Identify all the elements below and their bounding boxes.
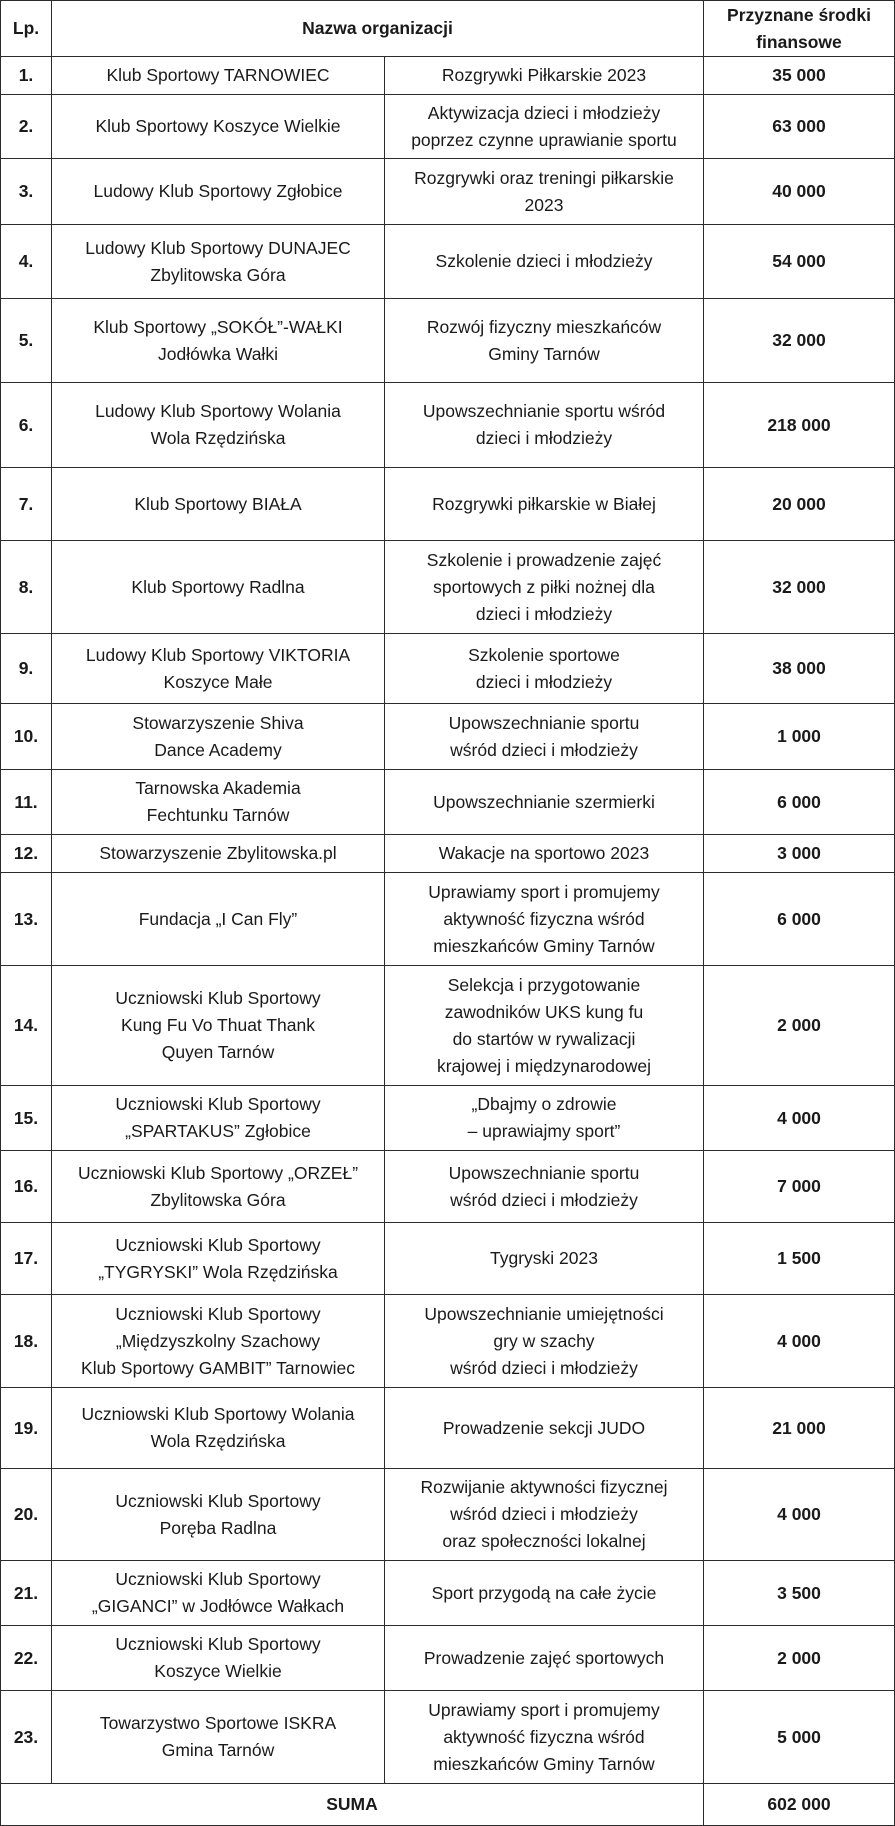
task-name: Sport przygodą na całe życie: [385, 1561, 704, 1626]
table-row: [1, 299, 895, 383]
row-number: 11.: [1, 770, 52, 835]
funds-amount: 4 000: [704, 1295, 895, 1388]
row-number: 4.: [1, 225, 52, 299]
sum-total: 602 000: [704, 1784, 895, 1826]
organization-name: Uczniowski Klub Sportowy „GIGANCI” w Jodłówce Wałkach: [52, 1561, 385, 1626]
task-name: „Dbajmy o zdrowie – uprawiajmy sport”: [385, 1086, 704, 1151]
table-row: [1, 1388, 895, 1469]
organization-name: Ludowy Klub Sportowy Wolania Wola Rzędzińska: [52, 383, 385, 468]
table-row: [1, 704, 895, 770]
task-name: Upowszechnianie szermierki: [385, 770, 704, 835]
row-number: 23.: [1, 1691, 52, 1784]
funds-amount: 40 000: [704, 159, 895, 225]
table-row: [1, 57, 895, 95]
funds-amount: 3 500: [704, 1561, 895, 1626]
funds-amount: 5 000: [704, 1691, 895, 1784]
task-name: Rozwijanie aktywności fizycznej wśród dzieci i młodzieży oraz społeczności lokalnej: [385, 1469, 704, 1561]
task-name: Selekcja i przygotowanie zawodników UKS kung fu do startów w rywalizacji krajowej i międzynarodowej: [385, 966, 704, 1086]
funds-amount: 6 000: [704, 873, 895, 966]
task-name: Prowadzenie sekcji JUDO: [385, 1388, 704, 1469]
row-number: 18.: [1, 1295, 52, 1388]
row-number: 1.: [1, 57, 52, 95]
organization-name: Towarzystwo Sportowe ISKRA Gmina Tarnów: [52, 1691, 385, 1784]
organization-name: Stowarzyszenie Zbylitowska.pl: [52, 835, 385, 873]
row-number: 5.: [1, 299, 52, 383]
task-name: Szkolenie dzieci i młodzieży: [385, 225, 704, 299]
task-name: Upowszechnianie umiejętności gry w szachy wśród dzieci i młodzieży: [385, 1295, 704, 1388]
table-row: [1, 541, 895, 634]
task-name: Rozgrywki oraz treningi piłkarskie 2023: [385, 159, 704, 225]
organization-name: Uczniowski Klub Sportowy „TYGRYSKI” Wola Rzędzińska: [52, 1223, 385, 1295]
funds-amount: 32 000: [704, 541, 895, 634]
funds-amount: 2 000: [704, 966, 895, 1086]
organization-name: Klub Sportowy Koszyce Wielkie: [52, 95, 385, 159]
funds-amount: 1 500: [704, 1223, 895, 1295]
task-name: Szkolenie i prowadzenie zajęć sportowych z piłki nożnej dla dzieci i młodzieży: [385, 541, 704, 634]
table-row: [1, 1223, 895, 1295]
task-name: Wakacje na sportowo 2023: [385, 835, 704, 873]
row-number: 2.: [1, 95, 52, 159]
header-organization-name: Nazwa organizacji: [52, 1, 704, 57]
row-number: 10.: [1, 704, 52, 770]
row-number: 12.: [1, 835, 52, 873]
organization-name: Uczniowski Klub Sportowy „SPARTAKUS” Zgłobice: [52, 1086, 385, 1151]
task-name: Prowadzenie zajęć sportowych: [385, 1626, 704, 1691]
table-row: [1, 95, 895, 159]
table-row: [1, 1691, 895, 1784]
task-name: Aktywizacja dzieci i młodzieży poprzez czynne uprawianie sportu: [385, 95, 704, 159]
row-number: 16.: [1, 1151, 52, 1223]
task-name: Upowszechnianie sportu wśród dzieci i młodzieży: [385, 1151, 704, 1223]
organization-name: Uczniowski Klub Sportowy „ORZEŁ” Zbylitowska Góra: [52, 1151, 385, 1223]
table-row: [1, 835, 895, 873]
header-row: [1, 1, 895, 57]
row-number: 22.: [1, 1626, 52, 1691]
table-row: [1, 225, 895, 299]
organization-name: Tarnowska Akademia Fechtunku Tarnów: [52, 770, 385, 835]
funds-amount: 218 000: [704, 383, 895, 468]
task-name: Upowszechnianie sportu wśród dzieci i młodzieży: [385, 704, 704, 770]
organization-name: Ludowy Klub Sportowy VIKTORIA Koszyce Małe: [52, 634, 385, 704]
row-number: 17.: [1, 1223, 52, 1295]
header-lp: Lp.: [1, 1, 52, 57]
task-name: Uprawiamy sport i promujemy aktywność fizyczna wśród mieszkańców Gminy Tarnów: [385, 873, 704, 966]
funds-amount: 63 000: [704, 95, 895, 159]
funds-amount: 38 000: [704, 634, 895, 704]
funds-amount: 54 000: [704, 225, 895, 299]
organization-name: Klub Sportowy BIAŁA: [52, 468, 385, 541]
funds-amount: 3 000: [704, 835, 895, 873]
organization-name: Klub Sportowy „SOKÓŁ”-WAŁKI Jodłówka Wałki: [52, 299, 385, 383]
table-row: [1, 1295, 895, 1388]
row-number: 21.: [1, 1561, 52, 1626]
funds-amount: 21 000: [704, 1388, 895, 1469]
row-number: 7.: [1, 468, 52, 541]
row-number: 15.: [1, 1086, 52, 1151]
row-number: 19.: [1, 1388, 52, 1469]
task-name: Tygryski 2023: [385, 1223, 704, 1295]
task-name: Rozgrywki Piłkarskie 2023: [385, 57, 704, 95]
funds-amount: 1 000: [704, 704, 895, 770]
funds-amount: 20 000: [704, 468, 895, 541]
row-number: 20.: [1, 1469, 52, 1561]
funds-amount: 6 000: [704, 770, 895, 835]
table-row: [1, 634, 895, 704]
funds-amount: 4 000: [704, 1469, 895, 1561]
funds-amount: 4 000: [704, 1086, 895, 1151]
row-number: 6.: [1, 383, 52, 468]
row-number: 9.: [1, 634, 52, 704]
header-funds: Przyznane środki finansowe: [704, 1, 895, 57]
table-row: [1, 770, 895, 835]
organization-name: Klub Sportowy Radlna: [52, 541, 385, 634]
table-body: [1, 57, 895, 1784]
funds-amount: 2 000: [704, 1626, 895, 1691]
row-number: 13.: [1, 873, 52, 966]
organization-name: Uczniowski Klub Sportowy Wolania Wola Rzędzińska: [52, 1388, 385, 1469]
organization-name: Uczniowski Klub Sportowy Poręba Radlna: [52, 1469, 385, 1561]
table-row: [1, 159, 895, 225]
table-row: [1, 468, 895, 541]
table-row: [1, 1626, 895, 1691]
table-row: [1, 1561, 895, 1626]
task-name: Upowszechnianie sportu wśród dzieci i młodzieży: [385, 383, 704, 468]
table-row: [1, 966, 895, 1086]
organization-name: Stowarzyszenie Shiva Dance Academy: [52, 704, 385, 770]
funds-amount: 32 000: [704, 299, 895, 383]
table-row: [1, 1151, 895, 1223]
organization-name: Klub Sportowy TARNOWIEC: [52, 57, 385, 95]
organization-name: Fundacja „I Can Fly”: [52, 873, 385, 966]
organization-name: Ludowy Klub Sportowy Zgłobice: [52, 159, 385, 225]
table-row: [1, 873, 895, 966]
organization-name: Uczniowski Klub Sportowy „Międzyszkolny Szachowy Klub Sportowy GAMBIT” Tarnowiec: [52, 1295, 385, 1388]
funds-amount: 35 000: [704, 57, 895, 95]
table-row: [1, 1086, 895, 1151]
task-name: Uprawiamy sport i promujemy aktywność fizyczna wśród mieszkańców Gminy Tarnów: [385, 1691, 704, 1784]
organization-name: Uczniowski Klub Sportowy Koszyce Wielkie: [52, 1626, 385, 1691]
row-number: 8.: [1, 541, 52, 634]
task-name: Rozgrywki piłkarskie w Białej: [385, 468, 704, 541]
organization-name: Ludowy Klub Sportowy DUNAJEC Zbylitowska Góra: [52, 225, 385, 299]
row-number: 3.: [1, 159, 52, 225]
sum-row: [1, 1784, 895, 1826]
task-name: Rozwój fizyczny mieszkańców Gminy Tarnów: [385, 299, 704, 383]
sum-label: SUMA: [1, 1784, 704, 1826]
table-row: [1, 383, 895, 468]
row-number: 14.: [1, 966, 52, 1086]
task-name: Szkolenie sportowe dzieci i młodzieży: [385, 634, 704, 704]
organization-name: Uczniowski Klub Sportowy Kung Fu Vo Thuat Thank Quyen Tarnów: [52, 966, 385, 1086]
funds-amount: 7 000: [704, 1151, 895, 1223]
table-row: [1, 1469, 895, 1561]
